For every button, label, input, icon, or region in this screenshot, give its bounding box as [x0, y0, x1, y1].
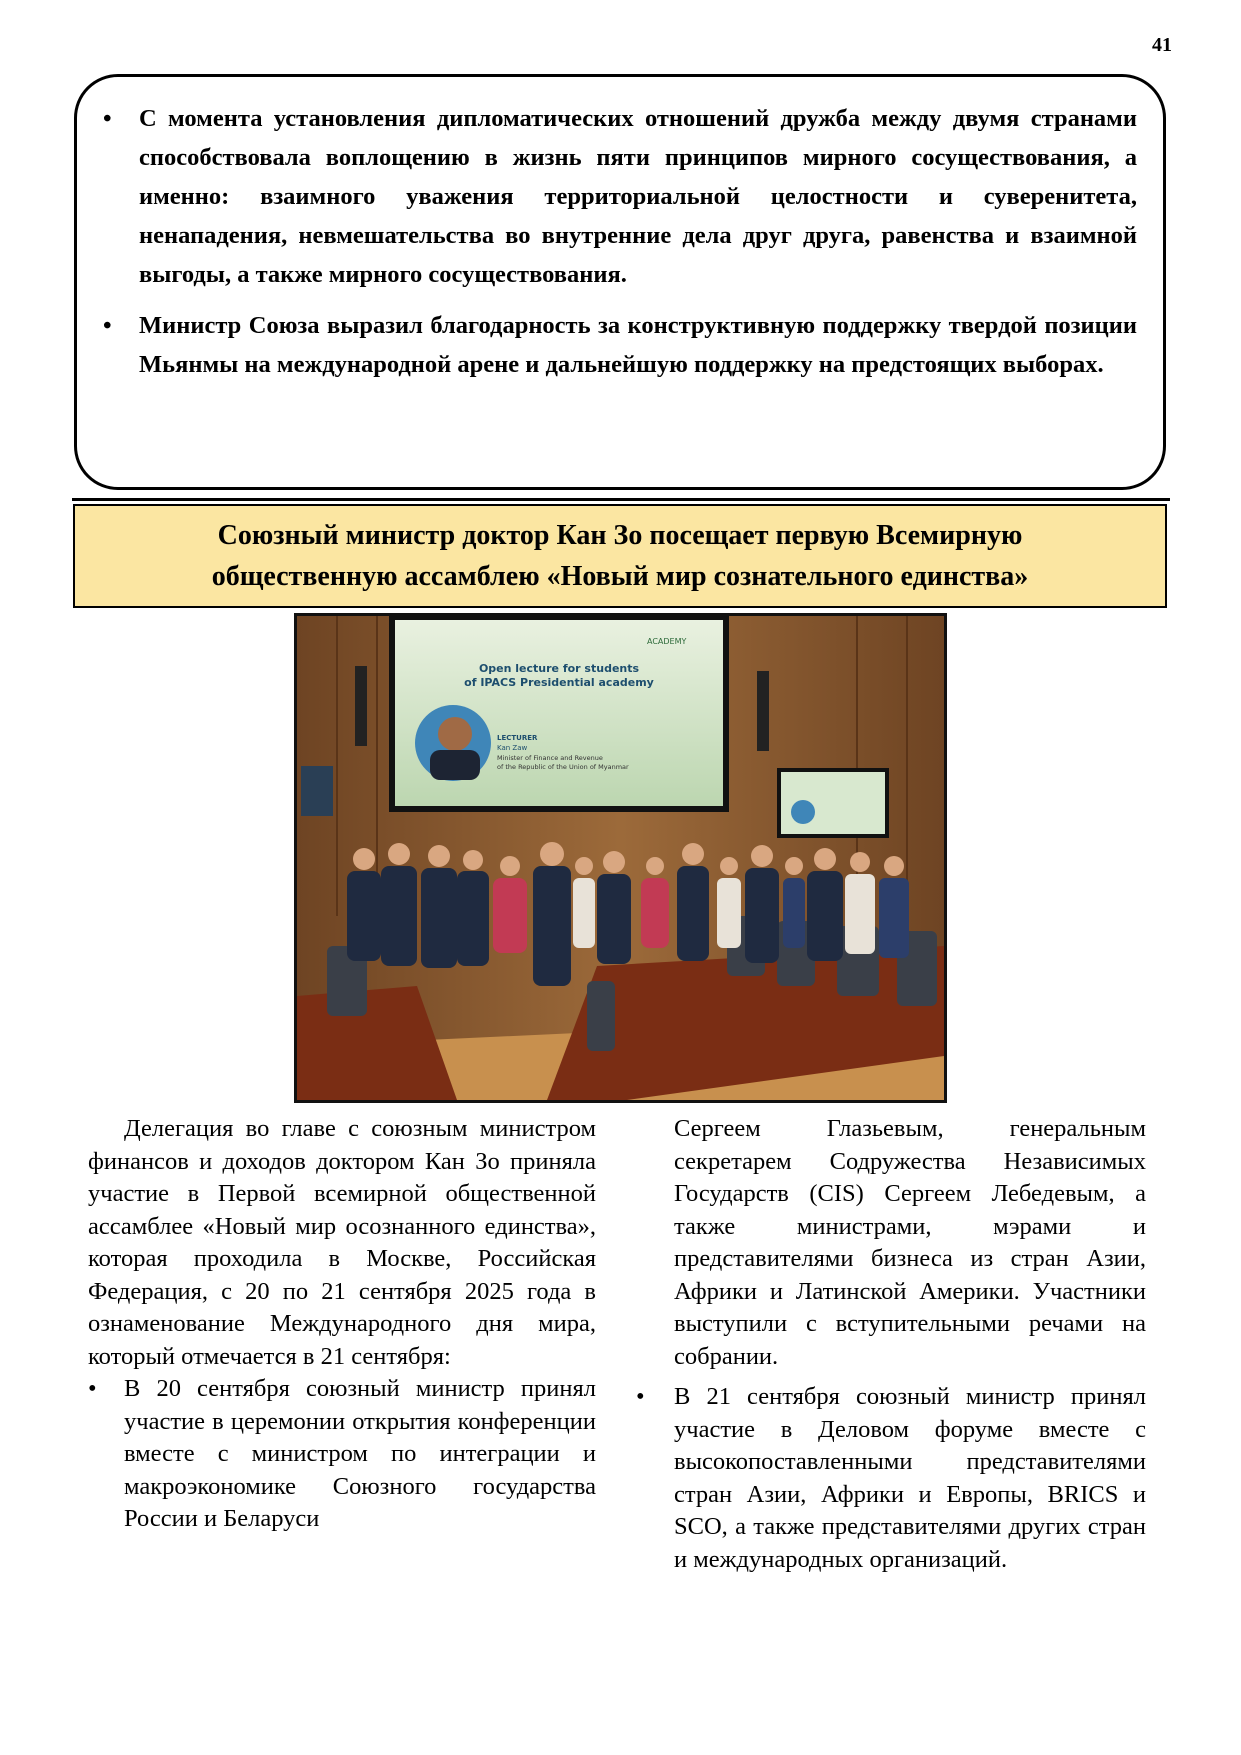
lecturer-role: Minister of Finance and Revenue — [497, 754, 603, 762]
event-photo — [294, 613, 947, 1103]
bullet-icon: • — [636, 1383, 645, 1410]
lecturer-label: LECTURER — [497, 734, 538, 742]
article-bullet-item — [88, 1373, 596, 1536]
article-headline — [73, 504, 1167, 608]
article-bullet-text: В 20 сентября союзный министр принял участие в церемонии открытия конференции вместе с министром по интеграции и макроэкономике Союзного государства России и Беларуси — [124, 1375, 596, 1532]
article-paragraph: Сергеем Глазьевым, генеральным секретарем Содружества Независимых Государств (CIS) Сергеем Лебедевым, а также министрами, мэрами и представителями бизнеса из стран Азии, Африки и Латинской Америки. Участники выступили с вступительными речами на собрании. — [674, 1115, 1146, 1370]
event-photo-illustration — [297, 616, 944, 1100]
screen-title: of IPACS Presidential academy — [464, 676, 654, 689]
screen-title: Open lecture for students — [478, 662, 640, 675]
bullet-icon: • — [103, 312, 112, 339]
box-bullet-text: С момента установления дипломатических отношений дружба между двумя странами способствовала воплощению в жизнь пяти принципов мирного сосуществования, а именно: взаимного уважения территориальной целостности и суверенитета, ненападения, невмешательства во внутренние дела друг друга, равенства и взаимной выгоды, а также мирного сосуществования. — [139, 105, 1137, 288]
left-panel-screen — [301, 766, 333, 816]
bullet-icon: • — [88, 1375, 97, 1402]
speaker-left — [355, 666, 367, 746]
screen-logo: ACADEMY — [647, 637, 687, 646]
headline-line: общественную ассамблею «Новый мир сознательного единства» — [211, 561, 1029, 592]
lecturer-face — [438, 717, 472, 751]
speaker-right — [757, 671, 769, 751]
lecturer-suit — [430, 750, 480, 780]
page-number: 41 — [1152, 34, 1172, 56]
side-screen-portrait — [791, 800, 815, 824]
bullet-icon: • — [103, 105, 112, 132]
box-bullet-item — [103, 99, 1137, 294]
article-paragraph: Делегация во главе с союзным министром финансов и доходов доктором Кан Зо приняла участие в Первой всемирной общественной ассамблее «Новый мир осознанного единства», которая проходила в Москве, Российская Федерация, с 20 по 21 сентября 2025 года в ознаменование Международного дня мира, который отмечается в 21 сентября: — [88, 1115, 596, 1370]
article-bullet-item — [636, 1381, 1146, 1576]
box-bullet-item — [103, 306, 1137, 384]
article-column-left — [88, 1113, 596, 1536]
article-column-right — [636, 1113, 1146, 1576]
box-bullet-text: Министр Союза выразил благодарность за конструктивную поддержку твердой позиции Мьянмы на международной арене и дальнейшую поддержку на предстоящих выборах. — [139, 312, 1137, 378]
article-bullet-text: В 21 сентября союзный министр принял участие в Деловом форуме вместе с высокопоставленными представителями стран Азии, Африки и Европы, BRICS и SCO, а также представителями других стран и международных организаций. — [674, 1383, 1146, 1573]
headline-line: Союзный министр доктор Кан Зо посещает первую Всемирную — [217, 520, 1023, 551]
section-divider — [72, 498, 1170, 501]
lecturer-name: Kan Zaw — [497, 744, 528, 752]
highlight-box — [74, 74, 1166, 490]
lecturer-role: of the Republic of the Union of Myanmar — [497, 763, 629, 771]
